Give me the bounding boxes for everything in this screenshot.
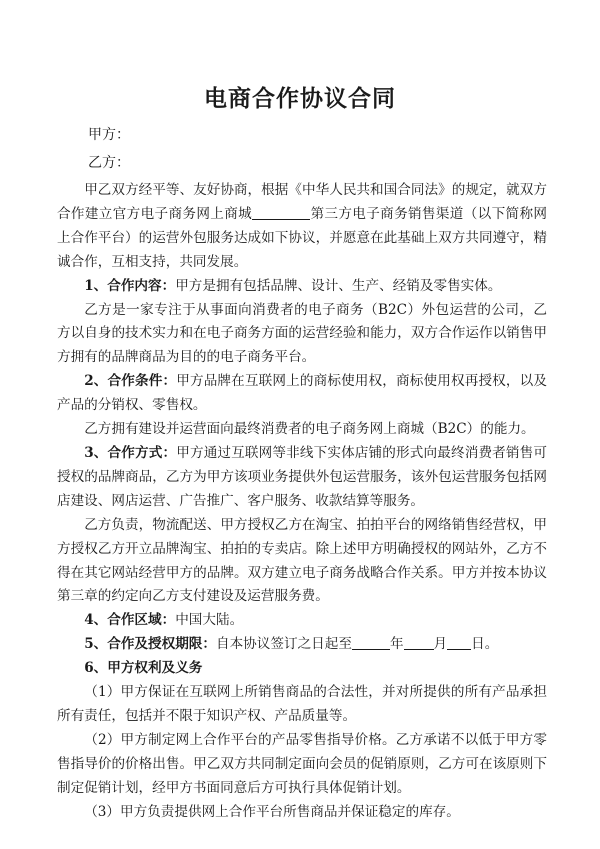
mall-name-blank <box>252 205 310 220</box>
section-1-paragraph-2: 乙方是一家专注于从事面向消费者的电子商务（B2C）外包运营的公司，乙方以自身的技术实力和在电子商务方面的运营经验和能力，双方合作运作以销售甲方拥有的品牌商品为目的的电子商务平台。 <box>57 301 547 366</box>
section-3-text: 甲方通过互联网等非线下实体店铺的形式向最终消费者销售可授权的品牌商品，乙方为甲方该项业务提供外包运营服务，该外包运营服务包括网店建设、网店运营、广告推广、客户服务、收款结算等服务。 <box>57 444 547 509</box>
section-6-heading: 6、甲方权利及义务 <box>84 660 203 677</box>
contract-body <box>57 179 547 824</box>
section-6-item-1: （1）甲方保证在互联网上所销售商品的合法性，并对所提供的所有产品承担所有责任，包括并不限于知识产权、产品质量等。 <box>57 684 547 724</box>
section-5-heading: 5、合作及授权期限： <box>84 636 216 653</box>
section-6-item-3: （3）甲方负责提供网上合作平台所售商品并保证稳定的库存。 <box>84 803 460 820</box>
month-blank <box>404 635 434 650</box>
year-blank <box>352 635 390 650</box>
section-4-heading: 4、合作区域： <box>84 612 176 629</box>
section-2 <box>57 370 547 418</box>
intro-paragraph <box>57 179 547 275</box>
section-3-heading: 3、合作方式： <box>84 444 177 461</box>
month-label: 月 <box>433 636 448 653</box>
day-label: 日。 <box>471 636 499 653</box>
party-b-label: 乙方： <box>88 155 130 171</box>
section-1-heading: 1、合作内容： <box>84 277 176 294</box>
section-1-text: 甲方是拥有包括品牌、设计、生产、经销及零售实体。 <box>175 277 502 294</box>
section-2-text: 甲方品牌在互联网上的商标使用权，商标使用权再授权，以及产品的分销权、零售权。 <box>57 373 547 414</box>
year-label: 年 <box>389 636 404 653</box>
section-4 <box>57 609 547 633</box>
section-6-item-2: （2）甲方制定网上合作平台的产品零售指导价格。乙方承诺不以低于甲方零售指导价的价格出售。甲乙双方共同制定面向会员的促销原则，乙方可在该原则下制定促销计划，经甲方书面同意后方可执行具体促销计划。 <box>57 731 547 796</box>
section-6 <box>57 657 547 681</box>
section-5-text: 自本协议签订之日起至 <box>216 636 352 653</box>
party-a-label: 甲方： <box>88 127 130 143</box>
section-4-text: 中国大陆。 <box>175 612 244 629</box>
section-3 <box>57 442 547 514</box>
section-2-heading: 2、合作条件： <box>84 373 177 390</box>
section-5 <box>57 633 547 657</box>
section-2-paragraph-2: 乙方拥有建设并运营面向最终消费者的电子商务网上商城（B2C）的能力。 <box>84 421 535 438</box>
day-blank <box>447 635 471 650</box>
document-title: 电商合作协议合同 <box>204 85 396 112</box>
intro-text-1: 甲乙双方经平等、友好协商，根据《中华人民共和国合同法》的规定，就双方合作建立官方电子商务网上商城 <box>57 182 547 222</box>
section-1 <box>57 275 547 299</box>
intro-text-2: 第三方电子商务销售渠道（以下简称网上合作平台）的运营外包服务达成如下协议，并愿意在此基础上双方共同遵守，精诚合作，互相支持，共同发展。 <box>57 205 548 270</box>
section-3-paragraph-2: 乙方负责，物流配送、甲方授权乙方在淘宝、拍拍平台的网络销售经营权，甲方授权乙方开立品牌淘宝、拍拍的专卖店。除上述甲方明确授权的网站外，乙方不得在其它网站经营甲方的品牌。双方建立电子商务战略合作关系。甲方并按本协议第三章的约定向乙方支付建设及运营服务费。 <box>57 516 547 605</box>
